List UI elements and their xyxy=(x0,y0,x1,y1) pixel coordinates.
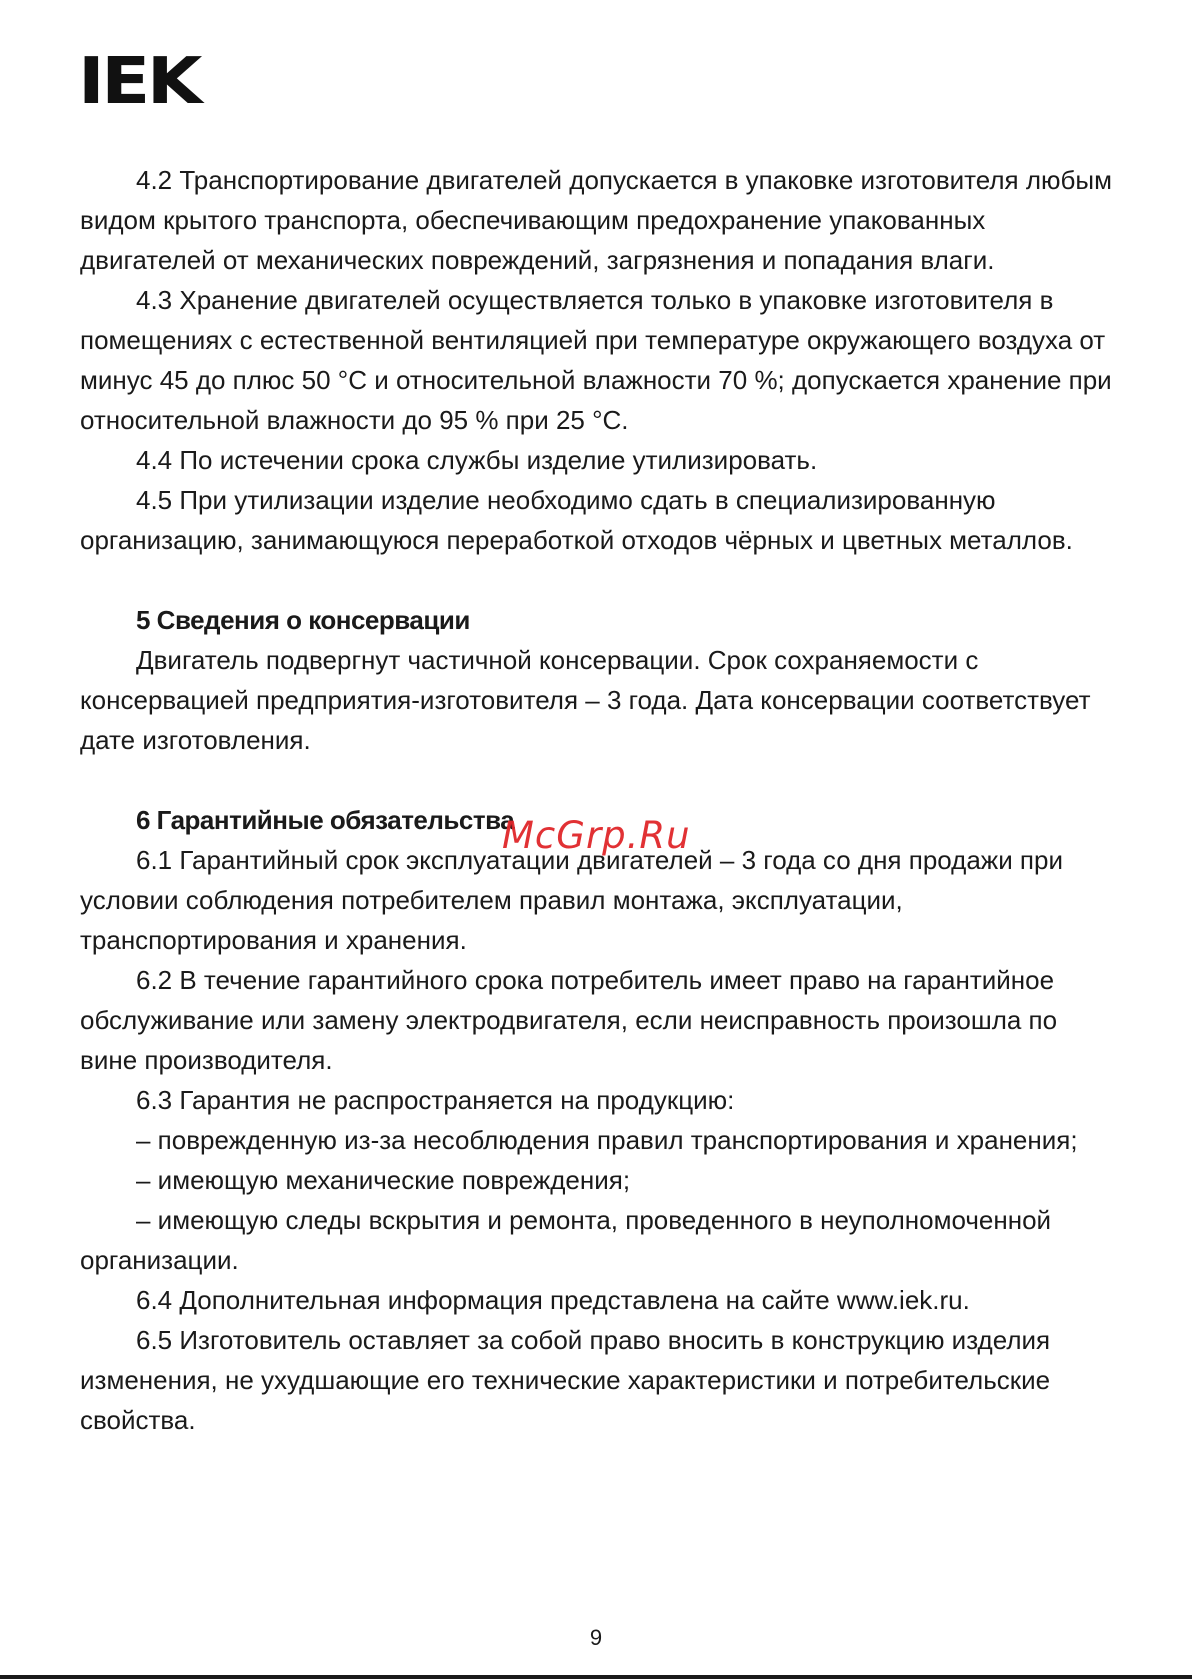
page-number: 9 xyxy=(589,1625,603,1650)
paragraph-5: Двигатель подвергнут частичной консервации. Срок сохраняемости с консервацией предприятия-изготовителя – 3 года. Дата консервации соответствует дате изготовления. xyxy=(80,645,1091,755)
list-item-6-3-c: – имеющую следы вскрытия и ремонта, проведенного в неуполномоченной организации. xyxy=(80,1205,1052,1275)
list-item-6-3-b: – имеющую механические повреждения; xyxy=(136,1165,631,1195)
paragraph-6-1: 6.1 Гарантийный срок эксплуатации двигателей – 3 года со дня продажи при условии соблюдения потребителем правил монтажа, эксплуатации, транспортирования и хранения. xyxy=(80,845,1063,955)
paragraph-4-5: 4.5 При утилизации изделие необходимо сдать в специализированную организацию, занимающуюся переработкой отходов чёрных и цветных металлов. xyxy=(80,485,1073,555)
paragraph-6-5: 6.5 Изготовитель оставляет за собой право вносить в конструкцию изделия изменения, не ухудшающие его технические характеристики и потребительские свойства. xyxy=(80,1325,1051,1435)
paragraph-4-3: 4.3 Хранение двигателей осуществляется только в упаковке изготовителя в помещениях с естественной вентиляцией при температуре окружающего воздуха от минус 45 до плюс 50 °С и относительной влажности 70 %; допускается хранение при относительной влажности до 95 % при 25 °С. xyxy=(80,285,1112,435)
list-item-6-3-a: – поврежденную из-за несоблюдения правил транспортирования и хранения; xyxy=(136,1125,1078,1155)
logo-text: IEK xyxy=(78,45,200,119)
watermark: McGrp.Ru xyxy=(502,814,691,857)
section-6-heading: 6 Гарантийные обязательства xyxy=(136,805,515,835)
paragraph-4-2: 4.2 Транспортирование двигателей допускается в упаковке изготовителя любым видом крытого транспорта, обеспечивающим предохранение упакованных двигателей от механических повреждений, загрязнения и попадания влаги. xyxy=(80,165,1112,275)
paragraph-4-4: 4.4 По истечении срока службы изделие утилизировать. xyxy=(136,445,818,475)
section-5-heading: 5 Сведения о консервации xyxy=(136,605,470,635)
paragraph-6-3: 6.3 Гарантия не распространяется на продукцию: xyxy=(136,1085,735,1115)
paragraph-6-4: 6.4 Дополнительная информация представлена на сайте www.iek.ru. xyxy=(136,1285,970,1315)
document-body xyxy=(80,160,1112,1440)
paragraph-6-2: 6.2 В течение гарантийного срока потребитель имеет право на гарантийное обслуживание или замену электродвигателя, если неисправность произошла по вине производителя. xyxy=(80,965,1058,1075)
bottom-divider xyxy=(0,1675,1192,1679)
brand-logo xyxy=(78,45,200,119)
